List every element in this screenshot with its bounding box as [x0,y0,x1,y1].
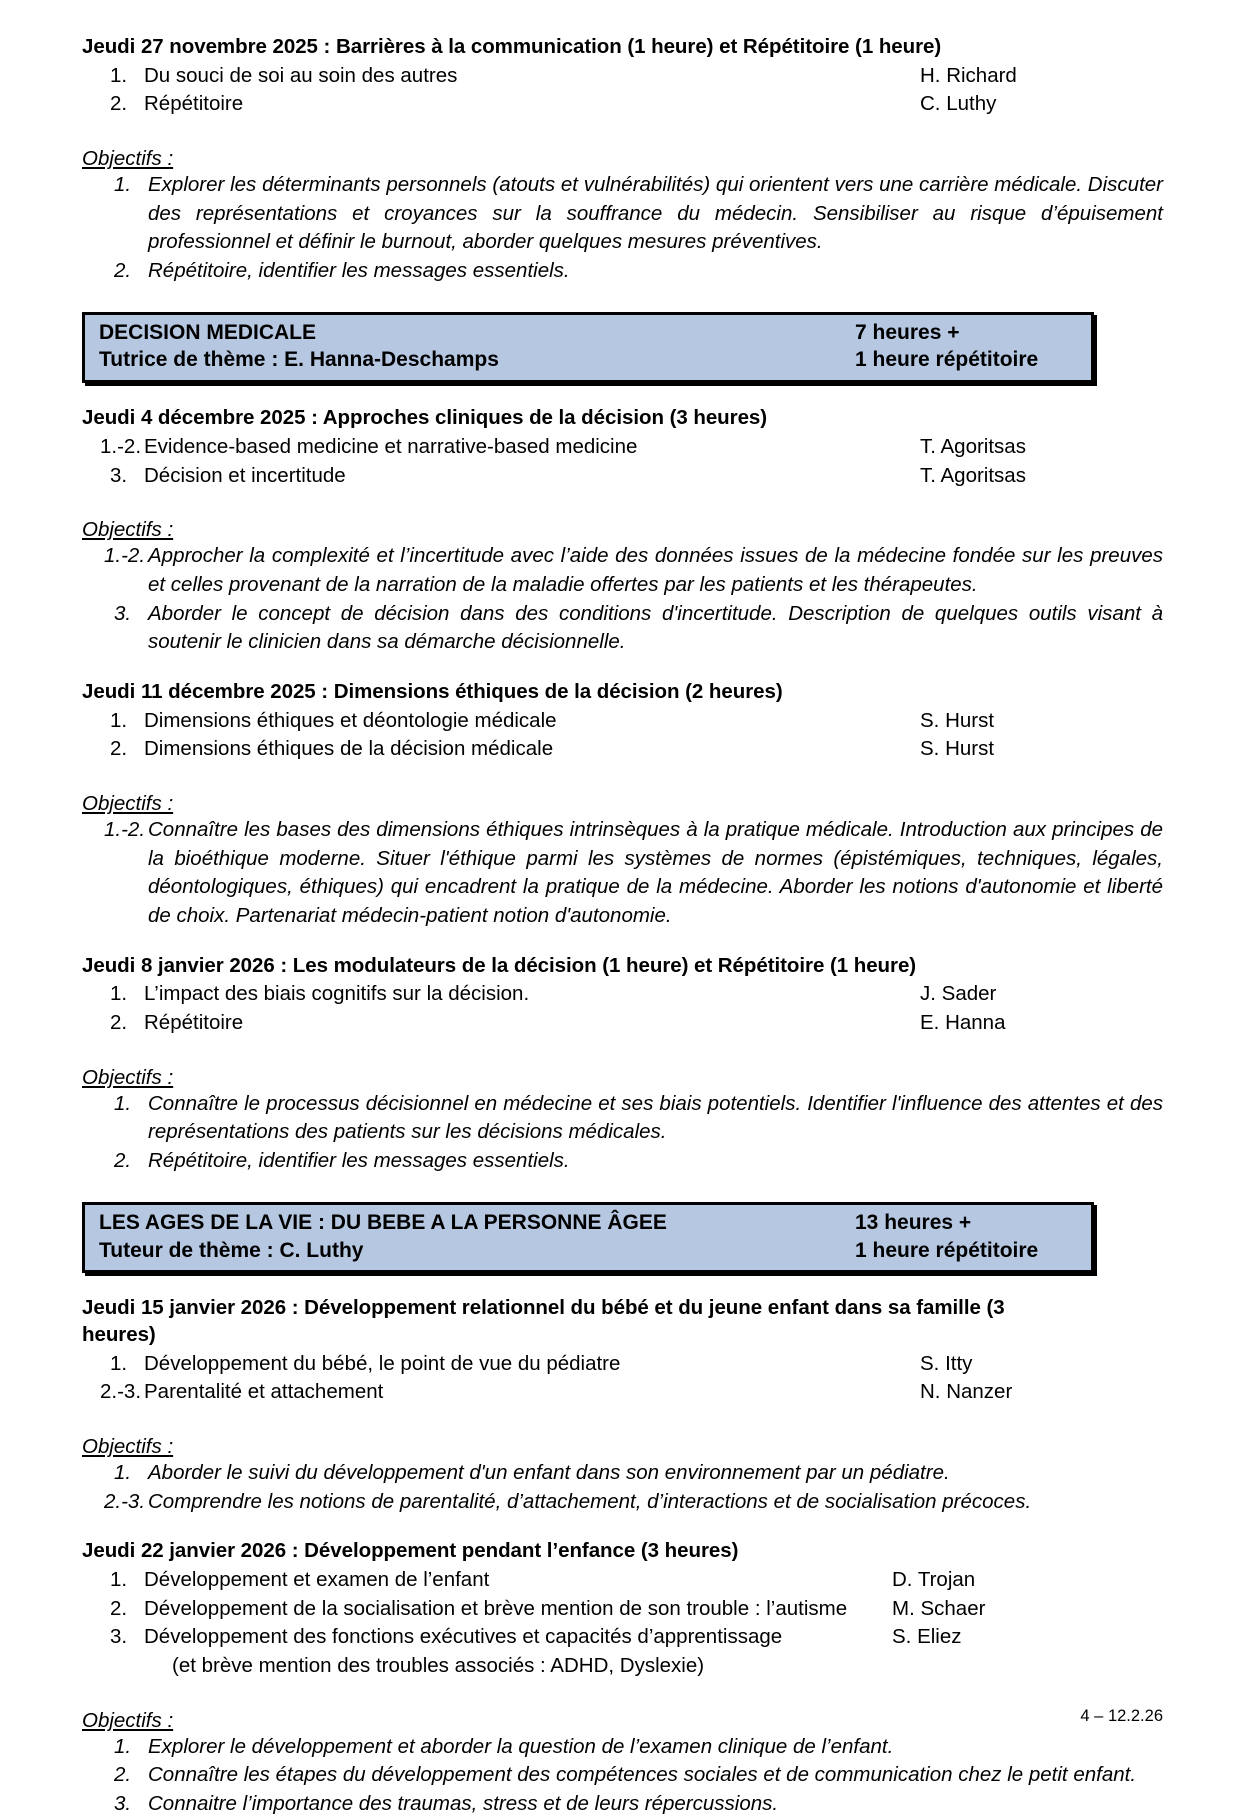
objective-item [82,1459,1163,1488]
objective-number: 1. [114,1734,132,1758]
theme-tutor-hours: 1 heure répétitoire [855,1238,1039,1262]
objective-text: Explorer les déterminants personnels (atouts et vulnérabilités) qui orientent vers une carrière médicale. Discuter des représentations et croyances sur la souffrance du médecin. Sensibiliser au risque d’épuisement professionnel et définir le burnout, aborder quelques mesures préventives. [148,173,1163,254]
objectives-list [82,1733,1163,1819]
theme-title-row [99,319,1077,347]
objective-number: 1. [114,1091,132,1115]
lecture-title: Du souci de soi au soin des autres [144,63,458,87]
lecture-speaker: T. Agoritsas [920,463,1026,487]
lecture-row [82,62,1163,91]
objective-text: Connaître le processus décisionnel en médecine et ses biais potentiels. Identifier l'influence des attentes et des représentations des patients sur les décisions médicales. [148,1091,1163,1144]
objectives-heading-wrap [82,1695,1163,1733]
lecture-number: 2. [110,1011,128,1035]
lecture-title: Evidence-based medicine et narrative-based medicine [144,434,638,458]
lecture-speaker: S. Hurst [920,708,995,732]
lecture-title: Décision et incertitude [144,463,346,487]
lecture-list [82,707,1163,764]
objectives-heading-wrap [82,1421,1163,1459]
theme-tutor-row [99,1237,1077,1265]
course-section-jan22 [82,1538,1163,1818]
spacer [82,1516,1163,1538]
section-date-heading: Jeudi 15 janvier 2026 : Développement relationnel du bébé et du jeune enfant dans sa famille (3 heures) [82,1296,1005,1346]
page-footer: 4 – 12.2.26 [1080,1707,1163,1725]
objectives-list [82,171,1163,286]
objective-item [82,1733,1163,1762]
objective-number: 2. [114,259,132,283]
theme-title-row [99,1209,1077,1237]
theme-header-ages-de-la-vie [82,1202,1094,1273]
objective-item [82,600,1163,657]
lecture-row [82,1009,1163,1038]
lecture-title: Développement de la socialisation et brève mention de son trouble : l’autisme [144,1596,848,1620]
lecture-title: Parentalité et attachement [144,1380,384,1404]
spacer [82,383,1163,405]
section-date-heading: Jeudi 27 novembre 2025 : Barrières à la communication (1 heure) et Répétitoire (1 heure) [82,35,942,58]
lecture-row [82,1378,1163,1407]
lecture-row [82,1566,1163,1595]
objective-number: 1.-2. [104,817,146,841]
lecture-row [82,707,1163,736]
lecture-number: 2. [110,1596,128,1620]
objective-item [82,257,1163,286]
lecture-speaker: J. Sader [920,982,997,1006]
lecture-speaker: T. Agoritsas [920,434,1026,458]
objectives-heading: Objectifs : [82,791,174,815]
spacer [82,931,1163,953]
objective-text: Aborder le suivi du développement d'un enfant dans son environnement par un pédiatre. [148,1460,950,1484]
theme-tutor: Tutrice de thème : E. Hanna-Deschamps [99,348,499,372]
objectives-list [82,1459,1163,1516]
lecture-continuation: (et brève mention des troubles associés : ADHD, Dyslexie) [172,1653,705,1677]
objective-number: 3. [114,1792,132,1816]
objective-text: Aborder le concept de décision dans des conditions d'incertitude. Description de quelques outils visant à soutenir le clinicien dans sa démarche décisionnelle. [148,601,1163,654]
objectives-heading-wrap [82,778,1163,816]
lecture-list [82,1566,1163,1652]
course-section-dec11 [82,679,1163,931]
objective-text: Connaître les bases des dimensions éthiques intrinsèques à la pratique médicale. Introduction aux principes de la bioéthique moderne. Situer l'éthique parmi les systèmes de normes (épistémiques, techniques, légales, déontologiques, éthiques) qui encadrent la pratique de la médecine. Aborder les notions d'autonomie et liberté de choix. Partenariat médecin-patient notion d'autonomie. [148,817,1163,928]
section-date-heading: Jeudi 22 janvier 2026 : Développement pendant l’enfance (3 heures) [82,1539,739,1563]
lecture-number: 1. [110,982,128,1006]
objectives-heading-wrap [82,1052,1163,1090]
objective-number: 1. [114,173,132,197]
lecture-number: 1.-2. [100,434,142,458]
lecture-row [82,90,1163,119]
lecture-number: 2. [110,92,128,116]
objective-number: 1.-2. [104,544,146,568]
lecture-speaker: S. Hurst [920,737,995,761]
objective-text: Connaître les étapes du développement des compétences sociales et de communication chez le petit enfant. [148,1763,1137,1787]
lecture-title: Répétitoire [144,92,244,116]
lecture-title: Développement du bébé, le point de vue du pédiatre [144,1351,621,1375]
objective-item [82,171,1163,257]
lecture-title: L’impact des biais cognitifs sur la décision. [144,982,530,1006]
lecture-speaker: S. Eliez [892,1625,962,1649]
lecture-number: 2. [110,737,128,761]
lecture-speaker: N. Nanzer [920,1380,1013,1404]
lecture-list [82,62,1163,119]
lecture-row [82,1623,1163,1652]
lecture-row [82,1350,1163,1379]
objective-item [82,1090,1163,1147]
lecture-title: Dimensions éthiques de la décision médicale [144,737,554,761]
objectives-list [82,816,1163,931]
lecture-title: Développement et examen de l’enfant [144,1567,490,1591]
objectives-heading: Objectifs : [82,1065,174,1089]
lecture-speaker: C. Luthy [920,92,997,116]
objective-item [82,1488,1163,1517]
objective-text: Comprendre les notions de parentalité, d’attachement, d’interactions et de socialisation précoces. [148,1489,1032,1513]
lecture-speaker: M. Schaer [892,1596,986,1620]
lecture-row [82,433,1163,462]
objectives-list [82,542,1163,657]
objectives-heading-wrap [82,504,1163,542]
objectives-heading: Objectifs : [82,1434,174,1458]
lecture-number: 2.-3. [100,1380,142,1404]
lecture-number: 1. [110,1351,128,1375]
lecture-list [82,980,1163,1037]
course-section-nov27 [82,34,1163,286]
objective-item [82,1761,1163,1790]
objective-text: Approcher la complexité et l’incertitude avec l’aide des données issues de la médecine fondée sur les preuves et celles provenant de la narration de la maladie offertes par les patients et les thérapeutes. [148,544,1163,596]
lecture-list [82,433,1163,490]
objectives-list [82,1090,1163,1176]
lecture-number: 1. [110,708,128,732]
course-section-dec4 [82,405,1163,657]
section-date-heading: Jeudi 11 décembre 2025 : Dimensions éthiques de la décision (2 heures) [82,679,783,703]
lecture-title: Développement des fonctions exécutives et capacités d’apprentissage [144,1625,783,1649]
lecture-number: 1. [110,63,128,87]
objectives-heading-wrap [82,133,1163,171]
lecture-speaker: H. Richard [920,63,1017,87]
objective-text: Répétitoire, identifier les messages essentiels. [148,259,570,283]
lecture-row [82,980,1163,1009]
objective-text: Explorer le développement et aborder la question de l’examen clinique de l’enfant. [148,1734,894,1758]
course-section-jan15 [82,1295,1163,1516]
lecture-speaker: D. Trojan [892,1567,976,1591]
theme-title: LES AGES DE LA VIE : DU BEBE A LA PERSONNE ÂGEE [99,1210,667,1234]
theme-hours: 13 heures + [855,1210,972,1234]
lecture-number: 1. [110,1567,128,1591]
objectives-heading: Objectifs : [82,147,174,171]
objectives-heading: Objectifs : [82,1708,174,1732]
lecture-row [82,1595,1163,1624]
objective-number: 2. [114,1763,132,1787]
objective-text: Répétitoire, identifier les messages essentiels. [148,1149,570,1173]
objective-number: 3. [114,601,132,625]
theme-title: DECISION MEDICALE [99,320,317,344]
objective-item [82,542,1163,599]
lecture-speaker: E. Hanna [920,1011,1006,1035]
lecture-list [82,1350,1163,1407]
section-date-heading: Jeudi 8 janvier 2026 : Les modulateurs de la décision (1 heure) et Répétitoire (1 heure) [82,953,917,977]
theme-hours: 7 heures + [855,320,960,344]
theme-tutor-row [99,346,1077,374]
objective-item [82,1790,1163,1819]
theme-header-decision-medicale [82,312,1094,383]
course-section-jan8 [82,953,1163,1176]
objective-number: 1. [114,1460,132,1484]
lecture-number: 3. [110,1625,128,1649]
section-date-heading: Jeudi 4 décembre 2025 : Approches cliniques de la décision (3 heures) [82,406,768,430]
lecture-speaker: S. Itty [920,1351,973,1375]
theme-tutor: Tuteur de thème : C. Luthy [99,1238,364,1262]
objective-item [82,816,1163,931]
objective-item [82,1147,1163,1176]
objectives-heading: Objectifs : [82,518,174,542]
spacer [82,1273,1163,1295]
lecture-row [82,462,1163,491]
theme-tutor-hours: 1 heure répétitoire [855,348,1039,372]
objective-text: Connaitre l’importance des traumas, stress et de leurs répercussions. [148,1792,779,1816]
lecture-title: Répétitoire [144,1011,244,1035]
lecture-title: Dimensions éthiques et déontologie médicale [144,708,557,732]
spacer [82,657,1163,679]
lecture-number: 3. [110,463,128,487]
objective-number: 2.-3. [104,1489,146,1513]
lecture-row [82,735,1163,764]
objective-number: 2. [114,1149,132,1173]
